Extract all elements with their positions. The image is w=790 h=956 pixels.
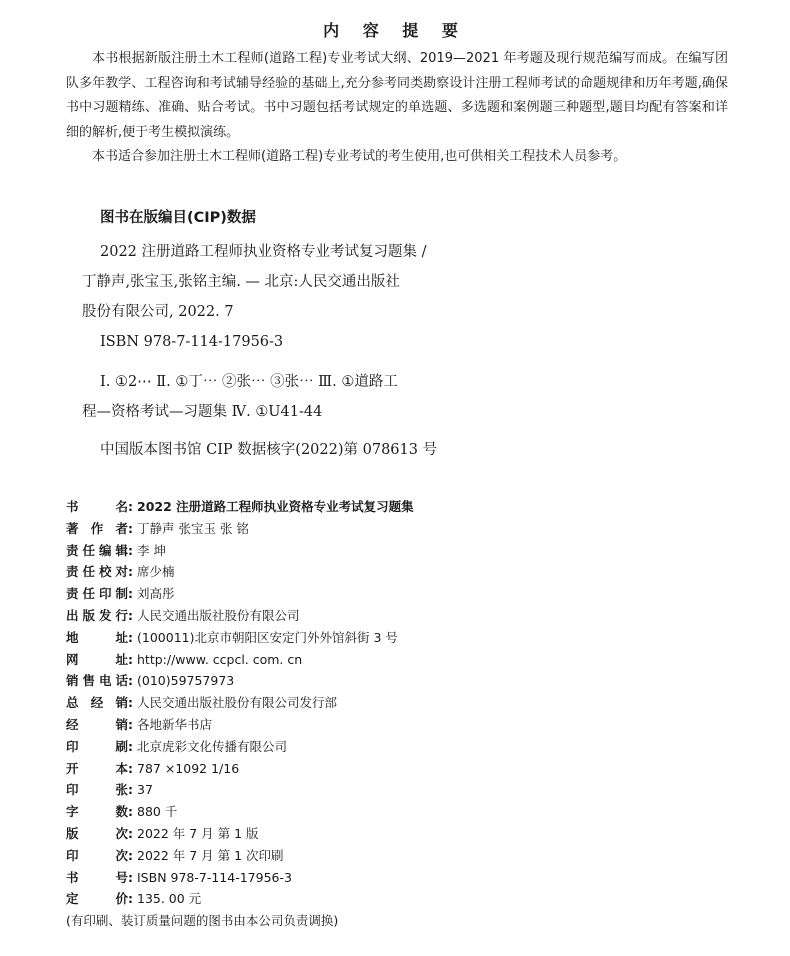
info-label: 定价 [66, 891, 128, 907]
publication-info-row [66, 518, 746, 540]
publication-info-row [66, 561, 746, 583]
publication-info-row [66, 583, 746, 605]
info-colon: : [128, 760, 133, 776]
cip-classification: 程—资格考试—习题集 Ⅳ. ①U41-44 [82, 404, 323, 420]
info-value: 刘高彤 [137, 586, 175, 602]
info-value: 135. 00 元 [137, 891, 202, 907]
info-value: (010)59757973 [137, 673, 235, 689]
info-value: 各地新华书店 [137, 716, 213, 732]
info-label: 责任编辑 [66, 542, 128, 558]
publication-info-row [66, 649, 746, 671]
cip-data-block [82, 237, 482, 465]
publication-info-row [66, 801, 746, 823]
info-label: 印张 [66, 782, 128, 798]
info-value: 2022 年 7 月 第 1 版 [137, 825, 259, 841]
summary-paragraph: 本书根据新版注册土木工程师(道路工程)专业考试大纲、2019—2021 年考题及现行规范编写而成。在编写团队多年教学、工程咨询和考试辅导经验的基础上,充分参考同类勘察设计注册工程师考试的命题规律和历年考题,确保书中习题精练、准确、贴合考试。书中习题包括考试规定的单选题、多选题和案例题三种题型,题目均配有答案和详细的解析,便于考生模拟演练。 [66, 51, 728, 140]
publication-info-row [66, 888, 746, 910]
info-colon: : [128, 825, 133, 841]
publication-info-row [66, 823, 746, 845]
info-label: 字数 [66, 804, 128, 820]
info-value: 2022 年 7 月 第 1 次印刷 [137, 847, 284, 863]
cip-spacer [82, 357, 482, 367]
info-label: 印刷 [66, 738, 128, 754]
info-colon: : [128, 716, 133, 732]
info-value: 880 千 [137, 804, 178, 820]
info-value: 丁静声 张宝玉 张 铭 [137, 520, 249, 536]
info-colon: : [128, 869, 133, 885]
info-value: http://www. ccpcl. com. cn [137, 651, 303, 667]
quality-footnote: (有印刷、装订质量问题的图书由本公司负责调换) [66, 913, 339, 929]
info-colon: : [128, 782, 133, 798]
info-value: (100011)北京市朝阳区安定门外外馆斜街 3 号 [137, 629, 398, 645]
info-colon: : [128, 695, 133, 711]
cip-isbn: ISBN 978-7-114-17956-3 [100, 334, 284, 350]
publication-info-row [66, 605, 746, 627]
info-value: 北京虎彩文化传播有限公司 [137, 738, 288, 754]
publication-info-row [66, 714, 746, 736]
info-label: 著作者 [66, 520, 128, 536]
info-label: 经销 [66, 716, 128, 732]
publication-info-row [66, 540, 746, 562]
info-label: 书号 [66, 869, 128, 885]
publication-info-row [66, 496, 746, 518]
cip-line: 股份有限公司, 2022. 7 [82, 304, 234, 320]
info-label: 地址 [66, 629, 128, 645]
info-label: 印次 [66, 847, 128, 863]
publication-info-row [66, 845, 746, 867]
info-label: 责任印制 [66, 586, 128, 602]
publication-info-row [66, 736, 746, 758]
info-value: 人民交通出版社股份有限公司 [137, 607, 300, 623]
info-label: 总经销 [66, 695, 128, 711]
info-colon: : [128, 651, 133, 667]
info-value: 37 [137, 782, 153, 798]
cip-line: 丁静声,张宝玉,张铭主编. — 北京:人民交通出版社 [82, 274, 400, 290]
info-label: 网址 [66, 651, 128, 667]
cip-national-library-number: 中国版本图书馆 CIP 数据核字(2022)第 078613 号 [100, 442, 438, 458]
info-value: 席少楠 [137, 564, 175, 580]
info-value: 2022 注册道路工程师执业资格专业考试复习题集 [137, 499, 414, 514]
info-colon: : [128, 891, 133, 907]
info-colon: : [128, 738, 133, 754]
info-label: 开本 [66, 760, 128, 776]
info-value: 李 坤 [137, 542, 166, 558]
info-label: 责任校对 [66, 564, 128, 580]
info-colon: : [128, 847, 133, 863]
publication-info [66, 496, 746, 932]
info-label: 书名 [66, 499, 128, 514]
info-label: 出版发行 [66, 607, 128, 623]
publication-info-row [66, 867, 746, 889]
info-label: 版次 [66, 825, 128, 841]
info-colon: : [128, 586, 133, 602]
cip-classification: Ⅰ. ①2⋯ Ⅱ. ①丁⋯ ②张⋯ ③张⋯ Ⅲ. ①道路工 [100, 374, 398, 390]
publication-info-row [66, 779, 746, 801]
info-colon: : [128, 542, 133, 558]
info-label: 销售电话 [66, 673, 128, 689]
summary-section [66, 47, 728, 170]
cip-line: 2022 注册道路工程师执业资格专业考试复习题集 / [100, 244, 427, 260]
publication-info-row [66, 627, 746, 649]
cip-heading: 图书在版编目(CIP)数据 [100, 210, 256, 226]
summary-paragraph: 本书适合参加注册土木工程师(道路工程)专业考试的考生使用,也可供相关工程技术人员参考。 [92, 149, 627, 165]
publication-info-row [66, 758, 746, 780]
info-colon: : [128, 629, 133, 645]
publication-info-row [66, 670, 746, 692]
info-colon: : [128, 520, 133, 536]
publication-info-row [66, 692, 746, 714]
info-value: 787 ×1092 1/16 [137, 760, 240, 776]
info-colon: : [128, 564, 133, 580]
info-colon: : [128, 804, 133, 820]
info-colon: : [128, 673, 133, 689]
info-value: 人民交通出版社股份有限公司发行部 [137, 695, 338, 711]
info-colon: : [128, 607, 133, 623]
info-colon: : [128, 499, 133, 514]
summary-title: 内 容 提 要 [323, 21, 467, 40]
info-value: ISBN 978-7-114-17956-3 [137, 869, 292, 885]
